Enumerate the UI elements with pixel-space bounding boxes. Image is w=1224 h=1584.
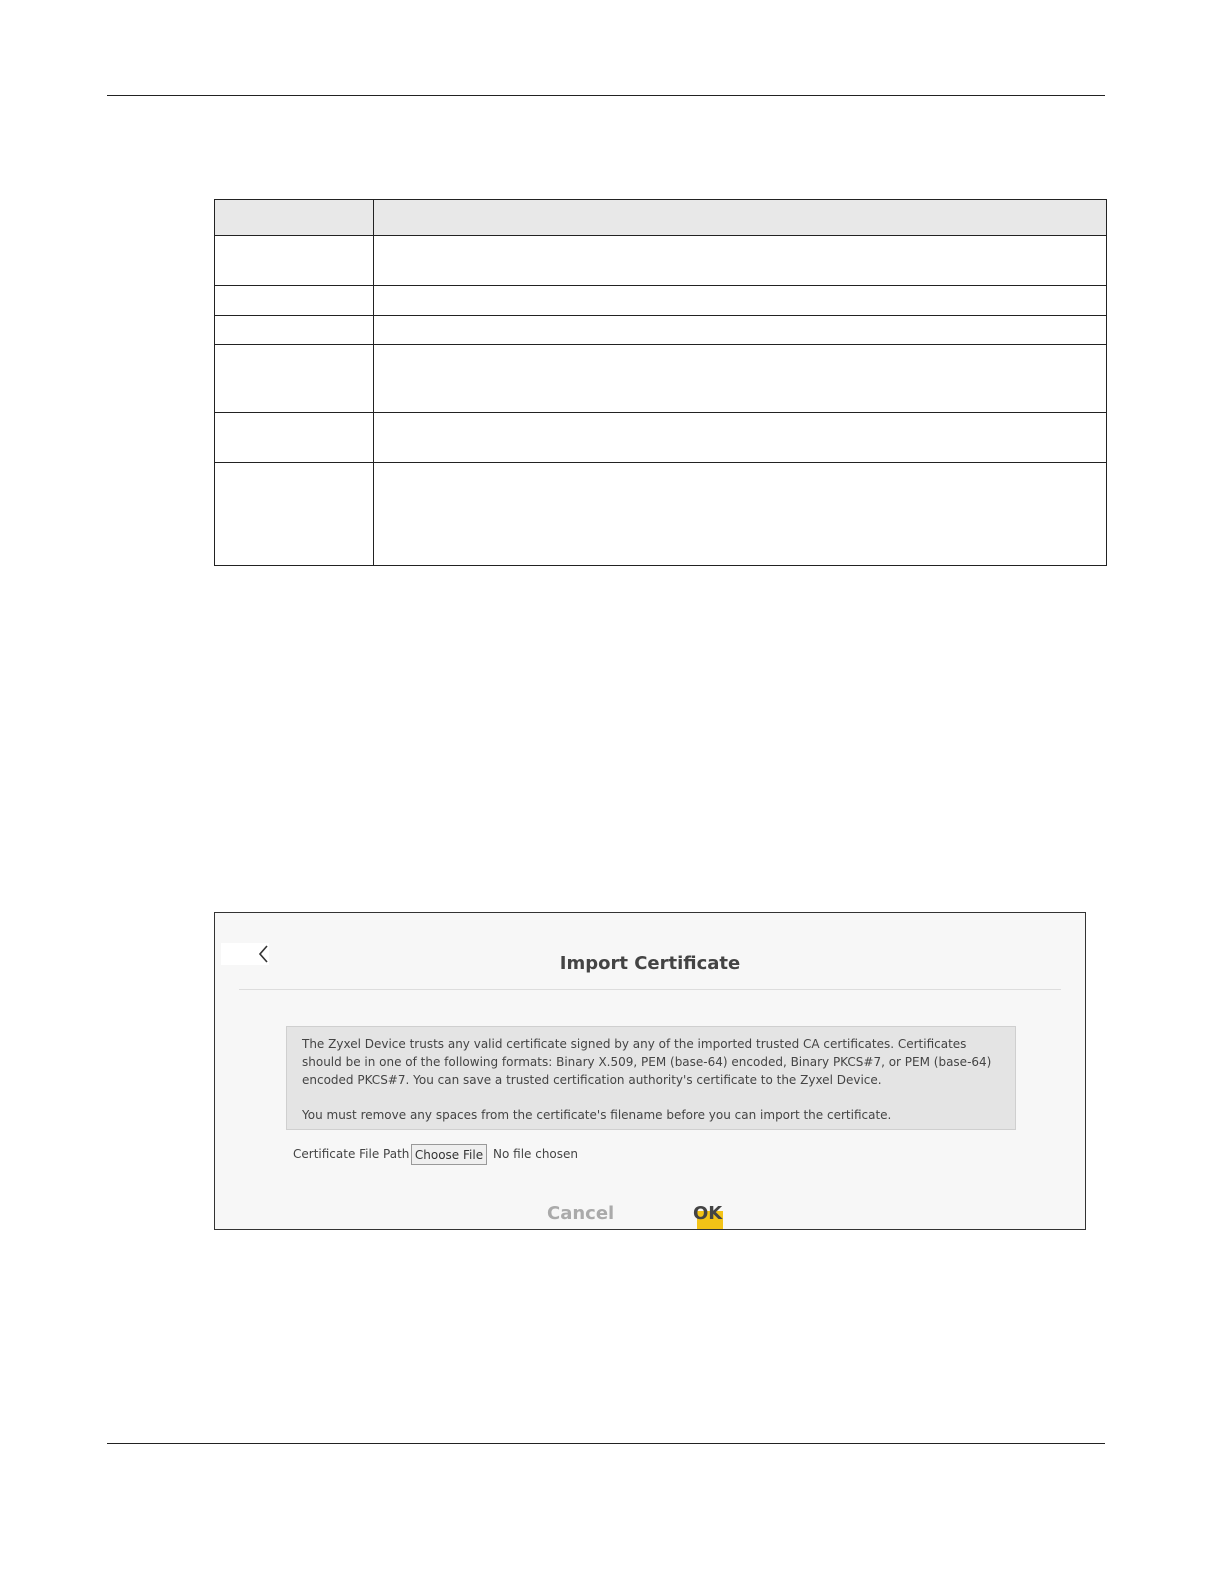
table-cell — [374, 316, 1107, 345]
table-header-row — [215, 200, 1107, 236]
info-warning-text: You must remove any spaces from the certificate's filename before you can import the certificate. — [302, 1108, 892, 1122]
table-cell — [215, 316, 374, 345]
title-divider — [239, 989, 1061, 990]
table-cell — [374, 286, 1107, 316]
certificate-file-path-label: Certificate File Path — [293, 1147, 410, 1161]
cancel-button[interactable]: Cancel — [547, 1203, 615, 1224]
table-row — [215, 236, 1107, 286]
table-cell — [215, 413, 374, 463]
info-note — [286, 1026, 1016, 1130]
ok-button[interactable]: OK — [693, 1203, 723, 1224]
import-certificate-screenshot — [214, 912, 1086, 1230]
table-cell — [215, 236, 374, 286]
table-cell — [215, 286, 374, 316]
no-file-chosen-text: No file chosen — [493, 1147, 579, 1161]
bottom-rule — [107, 1443, 1105, 1444]
choose-file-button[interactable]: Choose File — [411, 1144, 487, 1165]
table-cell — [215, 345, 374, 413]
info-text: The Zyxel Device trusts any valid certificate signed by any of the imported trusted CA certificates. Certificates should be in one of the following formats: Binary X.509, PEM (base-64) encoded, Binary PKCS#7, or PEM (base-64) encoded PKCS#7. You can save a trusted certification authority's certificate to the Zyxel Device. — [302, 1037, 992, 1087]
table-cell — [374, 345, 1107, 413]
table-header-cell — [374, 200, 1107, 236]
top-rule — [107, 95, 1105, 96]
table-row — [215, 463, 1107, 566]
table-row — [215, 345, 1107, 413]
table-cell — [374, 236, 1107, 286]
table-cell — [215, 463, 374, 566]
dialog-title: Import Certificate — [559, 953, 741, 974]
table-row — [215, 413, 1107, 463]
table-cell — [374, 413, 1107, 463]
table-header-cell — [215, 200, 374, 236]
table-row — [215, 316, 1107, 345]
description-table — [214, 199, 1107, 566]
table-cell — [374, 463, 1107, 566]
table-row — [215, 286, 1107, 316]
